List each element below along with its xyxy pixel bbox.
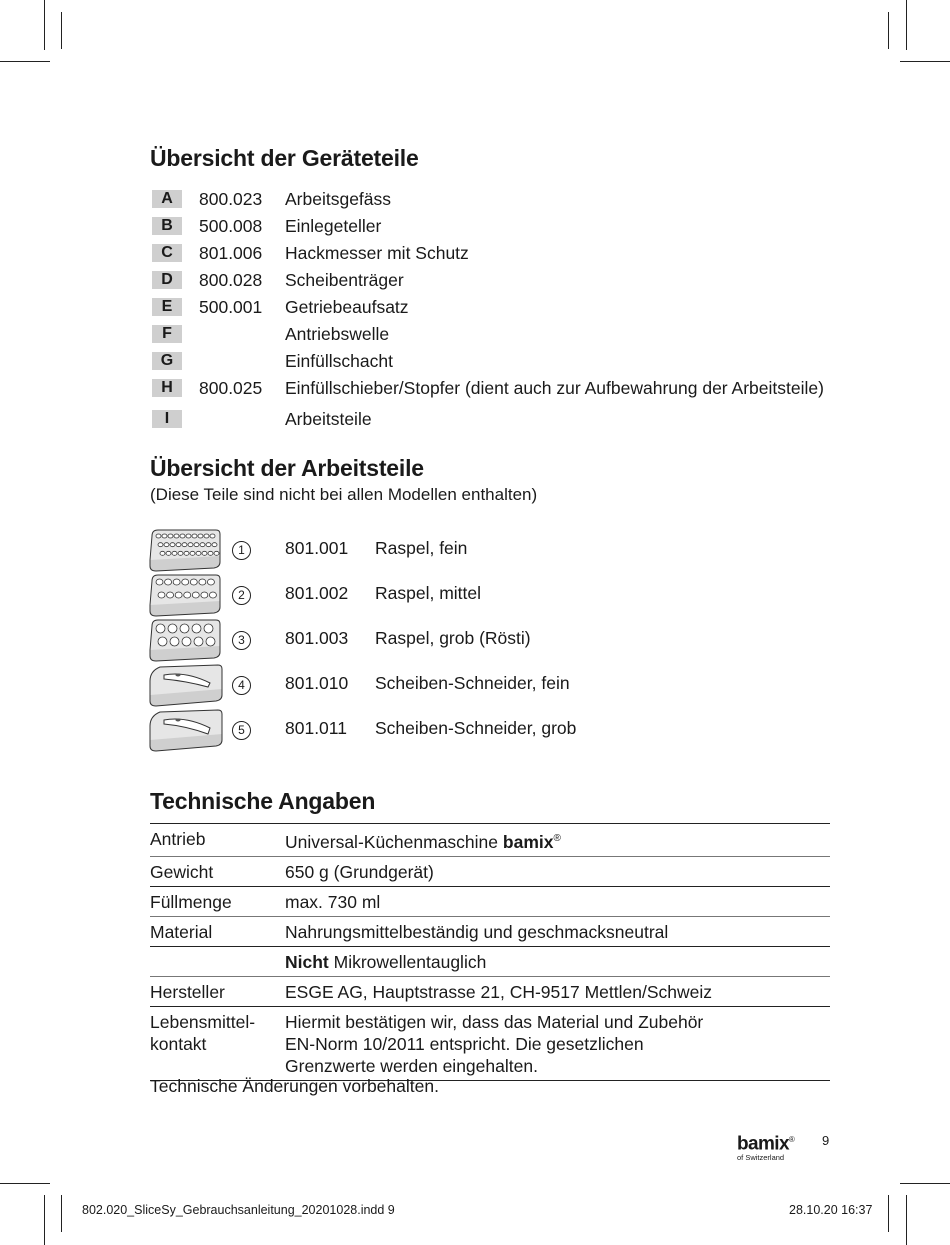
work-part-name: Raspel, fein (375, 538, 468, 558)
crop-mark (44, 0, 45, 50)
tech-value: Nicht Mikrowellentauglich (285, 951, 487, 972)
tech-row (150, 1007, 830, 1080)
crop-mark (44, 1195, 45, 1245)
part-letter-badge: C (152, 244, 182, 262)
brand-name: bamix (502, 831, 554, 852)
tech-key: Gewicht (150, 861, 214, 882)
part-letter-badge: D (152, 271, 182, 289)
tech-row (150, 917, 830, 946)
work-part-number: 801.011 (285, 718, 347, 738)
work-part-name: Raspel, grob (Rösti) (375, 628, 531, 648)
work-part-row (146, 526, 826, 574)
part-letter-badge: H (152, 379, 182, 397)
crop-mark (0, 61, 50, 62)
slicer-coarse-icon (146, 706, 224, 754)
grater-fine-icon (146, 526, 224, 574)
work-part-number: 801.001 (285, 538, 349, 558)
work-part-name: Raspel, mittel (375, 583, 482, 603)
section-title-parts: Übersicht der Geräteteile (150, 145, 419, 171)
section-subtitle: (Diese Teile sind nicht bei allen Modellen enthalten) (150, 485, 538, 504)
crop-mark (0, 1183, 50, 1184)
tech-key: Hersteller (150, 981, 225, 1002)
work-part-name: Scheiben-Schneider, grob (375, 718, 577, 738)
grater-medium-icon (146, 571, 224, 619)
tech-row (150, 887, 830, 916)
tech-row (150, 824, 830, 856)
work-part-row (146, 706, 826, 754)
part-number: 500.008 (199, 216, 263, 236)
tech-key: Füllmenge (150, 891, 232, 912)
crop-mark (900, 61, 950, 62)
tech-value: ESGE AG, Hauptstrasse 21, CH-9517 Mettlen/Schweiz (285, 981, 712, 1002)
part-name: Einfüllschacht (285, 351, 393, 371)
crop-mark (900, 1183, 950, 1184)
crop-mark (61, 12, 62, 49)
part-number: 800.028 (199, 270, 263, 290)
work-part-row (146, 616, 826, 664)
section-title-tech: Technische Angaben (150, 788, 376, 814)
tech-key: Material (150, 921, 213, 942)
slug-filename: 802.020_SliceSy_Gebrauchsanleitung_20201028.indd 9 (82, 1203, 395, 1217)
work-part-number: 801.002 (285, 583, 349, 603)
part-letter-badge: B (152, 217, 182, 235)
part-name: Scheibenträger (285, 270, 404, 290)
tech-row (150, 977, 830, 1006)
footnote: Technische Änderungen vorbehalten. (150, 1076, 439, 1096)
part-name: Arbeitsteile (285, 409, 372, 429)
tech-row (150, 947, 830, 976)
page-number: 9 (822, 1133, 830, 1148)
crop-mark (906, 0, 907, 50)
slicer-fine-icon (146, 661, 224, 709)
tech-value: 650 g (Grundgerät) (285, 861, 434, 882)
part-letter-badge: E (152, 298, 182, 316)
crop-mark (888, 12, 889, 49)
work-part-row (146, 571, 826, 619)
work-part-number: 801.010 (285, 673, 349, 693)
section-title-work-parts: Übersicht der Arbeitsteile (150, 455, 424, 481)
part-name: Arbeitsgefäss (285, 189, 392, 209)
part-letter-badge: I (152, 410, 182, 428)
tech-table (150, 823, 830, 1081)
slug-date: 28.10.20 16:37 (789, 1203, 873, 1217)
brand-logo: bamix® of Switzerland (737, 1133, 795, 1163)
tech-key: Antrieb (150, 829, 206, 849)
part-name: Einlegeteller (285, 216, 382, 236)
crop-mark (888, 1195, 889, 1232)
crop-mark (61, 1195, 62, 1232)
work-part-row (146, 661, 826, 709)
index-badge: 2 (232, 586, 251, 605)
tech-row (150, 857, 830, 886)
part-name: Hackmesser mit Schutz (285, 243, 469, 263)
part-letter-badge: G (152, 352, 182, 370)
tech-key: Lebensmittel- kontakt (150, 1011, 256, 1054)
index-badge: 5 (232, 721, 251, 740)
part-number: 800.023 (199, 189, 263, 209)
index-badge: 4 (232, 676, 251, 695)
tech-value: Hiermit bestätigen wir, dass das Material und Zubehör EN-Norm 10/2011 entspricht. Die gesetzlichen Grenzwerte werden eingehalten. (285, 1011, 704, 1076)
grater-coarse-icon (146, 616, 224, 664)
part-letter-badge: F (152, 325, 182, 343)
index-badge: 1 (232, 541, 251, 560)
tech-value: Universal-Küchenmaschine bamix® (285, 831, 561, 852)
part-name: Einfüllschieber/Stopfer (dient auch zur Aufbewahrung der Arbeitsteile) (285, 378, 824, 398)
part-name: Antriebswelle (285, 324, 390, 344)
part-letter-badge: A (152, 190, 182, 208)
work-part-name: Scheiben-Schneider, fein (375, 673, 570, 693)
part-number: 500.001 (199, 297, 263, 317)
work-part-number: 801.003 (285, 628, 349, 648)
part-name: Getriebeaufsatz (285, 297, 409, 317)
index-badge: 3 (232, 631, 251, 650)
tech-value: max. 730 ml (285, 891, 381, 912)
part-number: 800.025 (199, 378, 263, 398)
tech-value: Nahrungsmittelbeständig und geschmacksneutral (285, 921, 669, 942)
part-number: 801.006 (199, 243, 263, 263)
crop-mark (906, 1195, 907, 1245)
